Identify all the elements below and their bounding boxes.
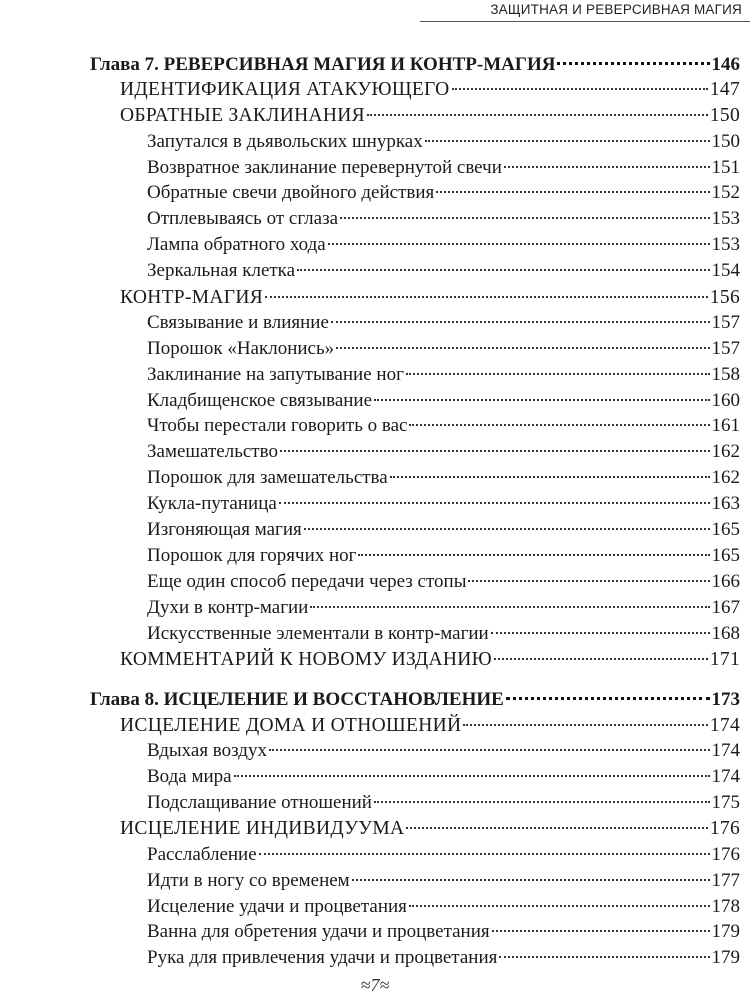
dot-leader	[506, 678, 710, 700]
item-title: Запутался в дьявольских шнурках	[147, 130, 423, 152]
item-title: Заклинание на запутывание ног	[147, 363, 404, 385]
item-page-number: 153	[711, 208, 740, 230]
dot-leader	[234, 756, 710, 777]
item-page-number: 154	[711, 260, 740, 282]
item-title: Возвратное заклинание перевернутой свечи	[147, 156, 502, 178]
item-title: Зеркальная клетка	[147, 260, 296, 282]
dot-leader	[406, 354, 710, 375]
dot-leader	[374, 380, 709, 401]
item-page-number: 168	[711, 622, 740, 644]
dot-leader	[367, 95, 708, 117]
dot-leader	[468, 561, 709, 582]
item-page-number: 158	[711, 363, 740, 385]
item-title: Порошок для горячих ног	[147, 544, 357, 566]
dot-leader	[390, 457, 710, 478]
item-title: Идти в ногу со временем	[147, 869, 350, 891]
item-title: Связывание и влияние	[147, 311, 329, 333]
item-title: Чтобы перестали говорить о вас	[147, 415, 408, 437]
item-page-number: 153	[711, 234, 740, 256]
dot-leader	[340, 198, 709, 219]
dot-leader	[259, 834, 710, 855]
dot-leader	[297, 250, 709, 271]
dot-leader	[304, 509, 710, 530]
item-page-number: 174	[711, 740, 740, 762]
item-page-number: 178	[711, 895, 740, 917]
dot-leader	[331, 302, 710, 323]
item-title: Замешательство	[147, 441, 278, 463]
item-title: Исцеление удачи и процветания	[147, 895, 407, 917]
dot-leader	[336, 328, 709, 349]
item-title: Расслабление	[147, 843, 257, 865]
item-title: Духи в контр-магии	[147, 596, 309, 618]
item-page-number: 163	[711, 493, 740, 515]
chapter-title: Глава 8. ИСЦЕЛЕНИЕ И ВОССТАНОВЛЕНИЕ	[90, 689, 504, 711]
item-title: Рука для привлечения удачи и процветания	[147, 947, 498, 969]
dot-leader	[557, 43, 709, 65]
item-page-number: 150	[711, 130, 740, 152]
item-page-number: 157	[711, 337, 740, 359]
dot-leader	[499, 937, 709, 958]
toc-item	[90, 942, 740, 968]
item-page-number: 177	[711, 869, 740, 891]
item-page-number: 161	[711, 415, 740, 437]
item-title: Кладбищенское связывание	[147, 389, 373, 411]
item-page-number: 175	[711, 791, 740, 813]
section-page-number: 150	[709, 105, 740, 127]
item-page-number: 179	[711, 921, 740, 943]
section-title: ОБРАТНЫЕ ЗАКЛИНАНИЯ	[120, 105, 365, 127]
item-page-number: 165	[711, 544, 740, 566]
chapter-page-number: 146	[711, 54, 740, 75]
dot-leader	[406, 808, 707, 830]
dot-leader	[280, 431, 710, 452]
dot-leader	[358, 535, 709, 556]
dot-leader	[494, 638, 708, 660]
dot-leader	[279, 483, 710, 504]
running-header: ЗАЩИТНАЯ И РЕВЕРСИВНАЯ МАГИЯ	[490, 2, 742, 17]
section-page-number: 174	[709, 714, 740, 736]
page-number: ≈7≈	[360, 975, 390, 995]
item-page-number: 162	[711, 467, 740, 489]
dot-leader	[352, 860, 710, 881]
dot-leader	[436, 172, 709, 193]
table-of-contents	[90, 48, 740, 968]
item-page-number: 179	[711, 947, 740, 969]
chapter-page-number: 173	[711, 689, 740, 711]
item-page-number: 174	[711, 766, 740, 788]
item-page-number: 165	[711, 519, 740, 541]
dot-leader	[409, 405, 709, 426]
item-title: Искусственные элементали в контр-магии	[147, 622, 489, 644]
dot-leader	[463, 704, 708, 726]
dot-leader	[265, 276, 708, 298]
section-page-number: 147	[709, 79, 740, 101]
dot-leader	[492, 911, 710, 932]
dot-leader	[310, 587, 709, 608]
chapter-title: Глава 7. РЕВЕРСИВНАЯ МАГИЯ И КОНТР-МАГИЯ	[90, 54, 556, 75]
dot-leader	[425, 121, 710, 142]
item-title: Вдыхая воздух	[147, 740, 267, 762]
item-title: Подслащивание отношений	[147, 791, 372, 813]
item-page-number: 157	[711, 311, 740, 333]
item-title: Порошок для замешательства	[147, 467, 388, 489]
item-page-number: 176	[711, 843, 740, 865]
item-title: Ванна для обретения удачи и процветания	[147, 921, 490, 943]
section-title: ИСЦЕЛЕНИЕ ИНДИВИДУУМА	[120, 818, 405, 840]
item-page-number: 162	[711, 441, 740, 463]
item-page-number: 166	[711, 570, 740, 592]
item-page-number: 152	[711, 182, 740, 204]
section-title: ИСЦЕЛЕНИЕ ДОМА И ОТНОШЕНИЙ	[120, 714, 462, 736]
dot-leader	[491, 613, 710, 634]
dot-leader	[452, 69, 708, 91]
item-title: Отплевываясь от сглаза	[147, 208, 339, 230]
section-title: КОММЕНТАРИЙ К НОВОМУ ИЗДАНИЮ	[120, 648, 492, 670]
item-page-number: 160	[711, 389, 740, 411]
dot-leader	[328, 224, 710, 245]
dot-leader	[374, 782, 710, 803]
item-title: Кукла-путаница	[147, 493, 277, 515]
dot-leader	[504, 147, 710, 168]
item-title: Изгоняющая магия	[147, 519, 302, 541]
section-page-number: 176	[709, 818, 740, 840]
item-page-number: 167	[711, 596, 740, 618]
section-title: КОНТР-МАГИЯ	[120, 286, 264, 308]
item-title: Лампа обратного хода	[147, 234, 326, 256]
dot-leader	[269, 730, 710, 751]
header-rule	[420, 21, 750, 22]
section-page-number: 171	[709, 648, 740, 670]
section-page-number: 156	[709, 286, 740, 308]
dot-leader	[409, 886, 710, 907]
item-title: Вода мира	[147, 766, 232, 788]
section-title: ИДЕНТИФИКАЦИЯ АТАКУЮЩЕГО	[120, 79, 450, 101]
item-title: Порошок «Наклонись»	[147, 337, 335, 359]
item-title: Еще один способ передачи через стопы	[147, 570, 467, 592]
toc-section	[90, 643, 740, 669]
item-title: Обратные свечи двойного действия	[147, 182, 435, 204]
item-page-number: 151	[711, 156, 740, 178]
